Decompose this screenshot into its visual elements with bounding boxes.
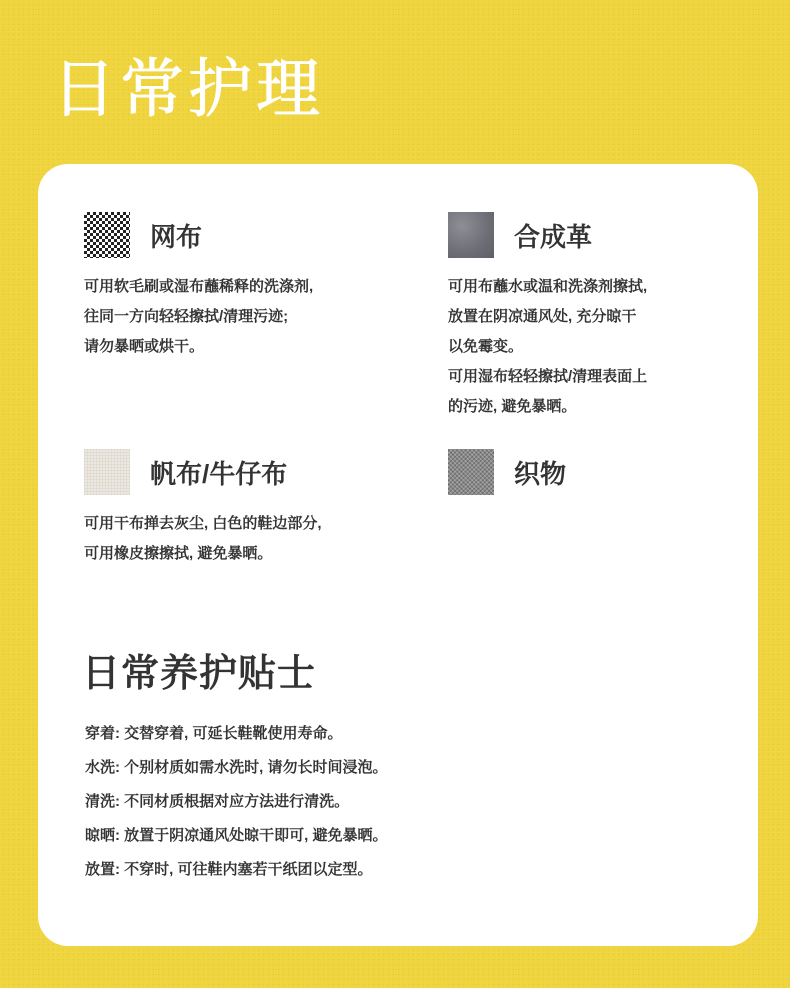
material-description: [448, 272, 647, 422]
mesh-fabric-swatch: [84, 212, 130, 258]
description-line: 以免霉变。: [448, 338, 524, 355]
description-line: 的污迹, 避免暴晒。: [448, 398, 577, 415]
care-card: [38, 164, 758, 946]
synthetic-leather-swatch: [448, 212, 494, 258]
description-line: 请勿暴晒或烘干。: [84, 338, 205, 355]
description-line: 可用软毛刷或湿布蘸稀释的洗涤剂,: [84, 278, 314, 295]
material-name: 织物: [514, 458, 567, 489]
material-name: 网布: [150, 221, 203, 252]
tip-item: 清洗: 不同材质根据对应方法进行清洗。: [85, 793, 350, 810]
material-header: [448, 449, 566, 495]
material-woven: [448, 449, 566, 495]
description-line: 放置在阴凉通风处, 充分晾干: [448, 308, 637, 325]
description-line: 可用干布掸去灰尘, 白色的鞋边部分,: [84, 515, 322, 532]
tip-item: 穿着: 交替穿着, 可延长鞋靴使用寿命。: [85, 725, 343, 742]
material-header: [448, 212, 647, 258]
material-synthetic-leather: [448, 212, 647, 422]
material-canvas-denim: [84, 449, 322, 569]
tip-item: 晾晒: 放置于阴凉通风处晾干即可, 避免暴晒。: [85, 827, 388, 844]
tip-item: 水洗: 个别材质如需水洗时, 请勿长时间浸泡。: [85, 759, 388, 776]
woven-fabric-swatch: [448, 449, 494, 495]
page-title: 日常护理: [52, 53, 324, 127]
description-line: 可用橡皮擦擦拭, 避免暴晒。: [84, 545, 273, 562]
description-line: 往同一方向轻轻擦拭/清理污迹;: [84, 308, 289, 325]
material-name: 合成革: [514, 221, 593, 252]
material-header: [84, 212, 313, 258]
material-description: [84, 272, 313, 362]
material-description: [84, 509, 322, 569]
tips-list: [85, 724, 388, 894]
description-line: 可用湿布轻轻擦拭/清理表面上: [448, 368, 648, 385]
description-line: 可用布蘸水或温和洗涤剂擦拭,: [448, 278, 648, 295]
material-mesh: [84, 212, 313, 362]
material-name: 帆布/牛仔布: [150, 458, 288, 489]
canvas-denim-swatch: [84, 449, 130, 495]
material-header: [84, 449, 322, 495]
tips-title: 日常养护贴士: [82, 653, 317, 695]
tip-item: 放置: 不穿时, 可往鞋内塞若干纸团以定型。: [85, 861, 373, 878]
